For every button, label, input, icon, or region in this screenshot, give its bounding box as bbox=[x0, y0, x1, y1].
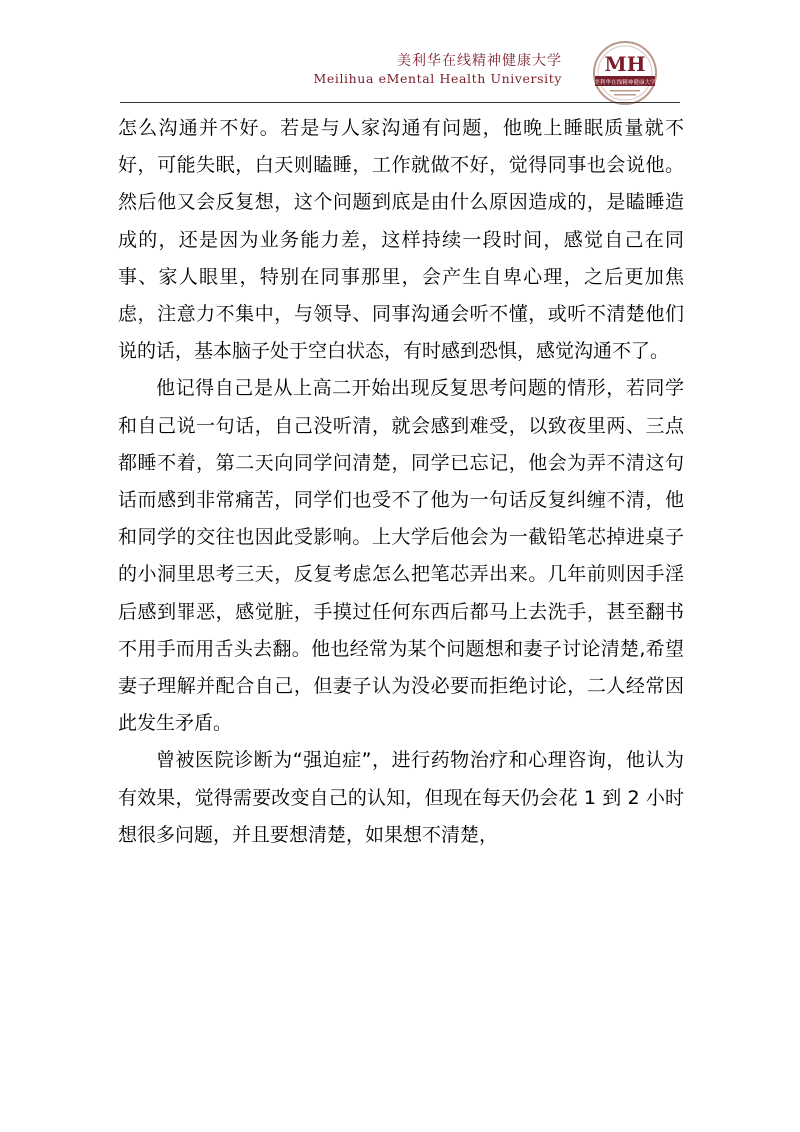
header-divider bbox=[120, 102, 680, 103]
logo-banner-text: 美利华在线精神健康大学 bbox=[594, 80, 656, 86]
document-body bbox=[118, 110, 684, 854]
paragraph-1: 怎么沟通并不好。若是与人家沟通有问题，他晚上睡眠质量就不好，可能失眠，白天则瞌睡，工作就做不好，觉得同事也会说他。然后他又会反复想，这个问题到底是由什么原因造成的，是瞌睡造成的，还是因为业务能力差，这样持续一段时间，感觉自己在同事、家人眼里，特别在同事那里，会产生自卑心理，之后更加焦虑，注意力不集中，与领导、同事沟通会听不懂，或听不清楚他们说的话，基本脑子处于空白状态，有时感到恐惧，感觉沟通不了。 bbox=[118, 117, 684, 363]
logo-monogram: MH bbox=[604, 52, 646, 76]
mh-seal-logo-icon bbox=[592, 40, 658, 106]
paragraph-2: 他记得自己是从上高二开始出现反复思考问题的情形，若同学和自己说一句话，自己没听清，就会感到难受，以致夜里两、三点都睡不着，第二天向同学问清楚，同学已忘记，他会为弄不清这句话而感到非常痛苦，同学们也受不了他为一句话反复纠缠不清，他和同学的交往也因此受影响。上大学后他会为一截铅笔芯掉进桌子的小洞里思考三天，反复考虑怎么把笔芯弄出来。几年前则因手淫后感到罪恶，感觉脏，手摸过任何东西后都马上去洗手，甚至翻书不用手而用舌头去翻。他也经常为某个问题想和妻子讨论清楚,希望妻子理解并配合自己，但妻子认为没必要而拒绝讨论，二人经常因此发生矛盾。 bbox=[118, 377, 684, 735]
header-university-name bbox=[313, 52, 562, 88]
page-header bbox=[120, 40, 680, 102]
university-name-cn: 美利华在线精神健康大学 bbox=[397, 53, 562, 69]
university-name-en: Meilihua eMental Health University bbox=[313, 71, 562, 86]
paragraph-3: 曾被医院诊断为“强迫症”，进行药物治疗和心理咨询，他认为有效果，觉得需要改变自己的认知，但现在每天仍会花 1 到 2 小时想很多问题，并且要想清楚，如果想不清楚， bbox=[118, 749, 684, 846]
